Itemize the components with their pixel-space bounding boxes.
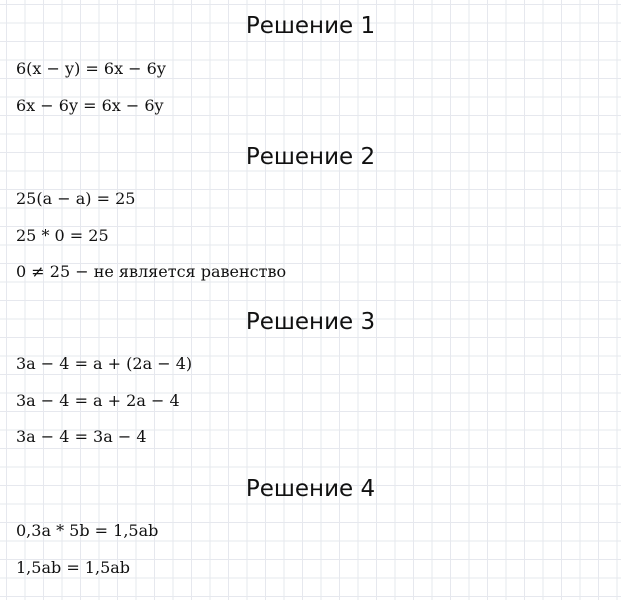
solution-1-line-2: 6x − 6y = 6x − 6y bbox=[16, 96, 164, 115]
solution-2-line-1: 25(a − a) = 25 bbox=[16, 189, 136, 208]
solution-2-title: Решение 2 bbox=[245, 144, 376, 170]
solution-4-line-2: 1,5ab = 1,5ab bbox=[16, 558, 131, 577]
solution-3-line-3: 3a − 4 = 3a − 4 bbox=[16, 427, 147, 446]
solution-2-line-2: 25 * 0 = 25 bbox=[16, 226, 109, 245]
solution-4-title: Решение 4 bbox=[245, 476, 376, 502]
solution-2-line-3: 0 ≠ 25 − не является равенство bbox=[16, 262, 287, 281]
solution-1-line-1: 6(x − y) = 6x − 6y bbox=[16, 59, 166, 78]
solution-1-title: Решение 1 bbox=[245, 13, 376, 39]
solution-4-line-1: 0,3a * 5b = 1,5ab bbox=[16, 521, 159, 540]
solution-3-title: Решение 3 bbox=[245, 309, 376, 335]
solution-3-line-1: 3a − 4 = a + (2a − 4) bbox=[16, 354, 193, 373]
solution-3-line-2: 3a − 4 = a + 2a − 4 bbox=[16, 391, 180, 410]
